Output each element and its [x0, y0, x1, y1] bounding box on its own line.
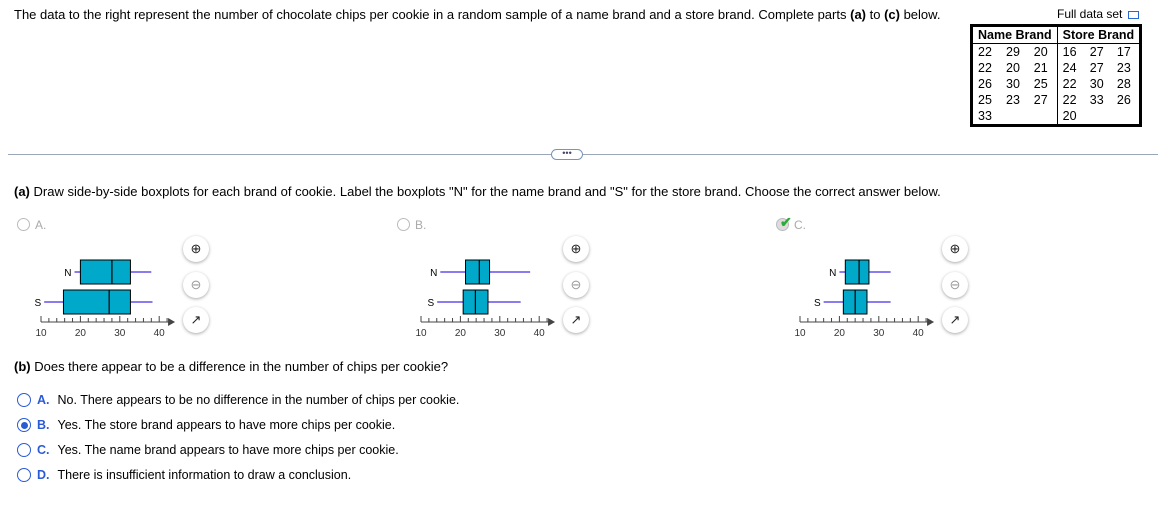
- option-b[interactable]: [397, 218, 426, 232]
- table-cell: 20: [1006, 61, 1020, 75]
- tick-label: 20: [833, 328, 845, 339]
- table-cell: [1112, 108, 1141, 126]
- table-row: [972, 92, 1141, 108]
- table-cell: 27: [1089, 61, 1104, 75]
- zoom-out-button[interactable]: [563, 272, 589, 298]
- zoom-out-icon: ⊖: [949, 277, 961, 292]
- header-store-brand: Store Brand: [1057, 26, 1141, 44]
- radio-button[interactable]: [17, 468, 31, 482]
- table-cell: 25: [1033, 77, 1048, 91]
- popout-icon: ↗: [190, 312, 202, 327]
- zoom-in-icon: ⊕: [190, 241, 202, 256]
- table-cell: 27: [1033, 93, 1048, 107]
- option-text: Yes. The name brand appears to have more chips per cookie.: [57, 443, 399, 457]
- option-letter: C.: [794, 218, 806, 232]
- part-a-question: (a) Draw side-by-side boxplots for each brand of cookie. Label the boxplots "N" for the name brand and "S" for the store brand. Choose the correct answer below.: [14, 184, 941, 199]
- tick-label: 40: [912, 328, 924, 339]
- part-b-question: (b) Does there appear to be a difference in the number of chips per cookie?: [14, 359, 449, 374]
- popup-window-icon: [1128, 11, 1139, 19]
- more-button[interactable]: •••: [551, 149, 583, 160]
- part-b-option-b[interactable]: [17, 418, 395, 432]
- radio-button[interactable]: [17, 393, 31, 407]
- box-N: [845, 260, 869, 284]
- table-cell: 22: [1057, 76, 1085, 92]
- table-cell: 25: [978, 93, 992, 107]
- table-row: [972, 60, 1141, 76]
- table-cell: 28: [1116, 77, 1131, 91]
- boxplot-a: [29, 250, 199, 342]
- header-name-brand: Name Brand: [972, 26, 1058, 44]
- table-row: [972, 76, 1141, 92]
- tick-label: 40: [533, 328, 545, 339]
- zoom-in-button[interactable]: [183, 236, 209, 262]
- data-table: [970, 24, 1142, 127]
- option-text: There is insufficient information to draw a conclusion.: [57, 468, 352, 482]
- table-cell: [1029, 108, 1057, 126]
- table-cell: 16: [1057, 44, 1085, 61]
- tick-label: 20: [74, 328, 86, 339]
- table-cell: 26: [1116, 93, 1131, 107]
- tick-label: 30: [494, 328, 506, 339]
- box-N: [80, 260, 130, 284]
- zoom-out-icon: ⊖: [190, 277, 202, 292]
- option-letter: C.: [37, 443, 50, 457]
- popout-icon: ↗: [949, 312, 961, 327]
- check-icon: ✔: [780, 214, 792, 230]
- table-cell: 33: [1089, 93, 1104, 107]
- option-c[interactable]: [776, 214, 806, 232]
- part-b-option-d[interactable]: [17, 468, 351, 482]
- table-row: [972, 108, 1141, 126]
- table-cell: [1085, 108, 1112, 126]
- radio[interactable]: [397, 218, 410, 231]
- radio-button[interactable]: [17, 443, 31, 457]
- option-letter: B.: [415, 218, 427, 232]
- table-cell: 22: [978, 61, 992, 75]
- radio-button[interactable]: [17, 418, 31, 432]
- popout-button[interactable]: [942, 307, 968, 333]
- zoom-in-button[interactable]: [563, 236, 589, 262]
- tick-label: 40: [153, 328, 165, 339]
- popout-button[interactable]: [183, 307, 209, 333]
- table-row: [972, 44, 1141, 61]
- radio[interactable]: [17, 218, 30, 231]
- tick-label: 20: [454, 328, 466, 339]
- row-label: S: [34, 298, 42, 309]
- option-text: Yes. The store brand appears to have more chips per cookie.: [57, 418, 396, 432]
- row-label: N: [829, 268, 837, 279]
- row-label: N: [64, 268, 72, 279]
- option-letter: A.: [35, 218, 47, 232]
- table-cell: 29: [1006, 45, 1020, 59]
- zoom-in-icon: ⊕: [570, 241, 582, 256]
- table-cell: 27: [1089, 45, 1104, 59]
- table-cell: 20: [1057, 108, 1085, 126]
- box-S: [63, 290, 130, 314]
- table-cell: 24: [1057, 60, 1085, 76]
- instructions: The data to the right represent the number of chocolate chips per cookie in a random sample of a name brand and a store brand. Complete parts (a) to (c) below.: [14, 7, 941, 22]
- table-cell: 23: [1116, 61, 1131, 75]
- row-label: N: [430, 268, 438, 279]
- tick-label: 30: [873, 328, 885, 339]
- part-b-option-c[interactable]: [17, 443, 399, 457]
- zoom-out-icon: ⊖: [570, 277, 582, 292]
- boxplot-c: [788, 250, 958, 342]
- option-letter: B.: [37, 418, 50, 432]
- zoom-in-button[interactable]: [942, 236, 968, 262]
- table-cell: 22: [978, 45, 992, 59]
- table-cell: 33: [978, 109, 992, 123]
- option-letter: A.: [37, 393, 50, 407]
- tick-label: 30: [114, 328, 126, 339]
- table-cell: 22: [1057, 92, 1085, 108]
- table-cell: 21: [1033, 61, 1048, 75]
- part-b-option-a[interactable]: [17, 393, 459, 407]
- axis-arrow: [927, 318, 934, 326]
- zoom-out-button[interactable]: [942, 272, 968, 298]
- table-cell: 30: [1089, 77, 1104, 91]
- divider: [8, 154, 1158, 155]
- table-cell: 23: [1006, 93, 1020, 107]
- zoom-in-icon: ⊕: [949, 241, 961, 256]
- tick-label: 10: [794, 328, 806, 339]
- option-a[interactable]: [17, 218, 46, 232]
- full-data-set-link[interactable]: Full data set: [1057, 7, 1139, 21]
- popout-button[interactable]: [563, 307, 589, 333]
- boxplot-b: [409, 250, 579, 342]
- option-letter: D.: [37, 468, 50, 482]
- table-cell: 26: [978, 77, 992, 91]
- zoom-out-button[interactable]: [183, 272, 209, 298]
- table-cell: 17: [1116, 45, 1131, 59]
- popout-icon: ↗: [570, 312, 582, 327]
- tick-label: 10: [35, 328, 47, 339]
- tick-label: 10: [415, 328, 427, 339]
- table-cell: 30: [1006, 77, 1020, 91]
- row-label: S: [813, 298, 821, 309]
- option-text: No. There appears to be no difference in the number of chips per cookie.: [57, 393, 460, 407]
- table-cell: [1001, 108, 1029, 126]
- box-N: [466, 260, 490, 284]
- table-cell: 20: [1033, 45, 1048, 59]
- axis-arrow: [548, 318, 555, 326]
- row-label: S: [427, 298, 435, 309]
- axis-arrow: [168, 318, 175, 326]
